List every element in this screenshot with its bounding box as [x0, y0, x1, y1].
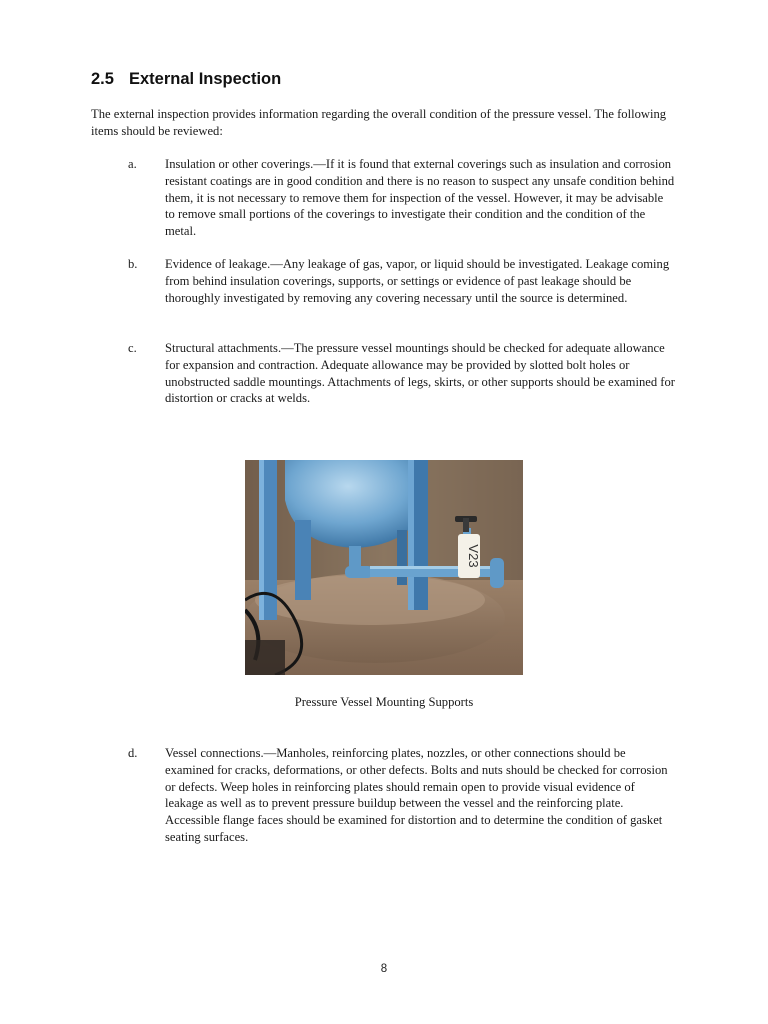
section-heading: [91, 70, 281, 89]
list-item-text: Insulation or other coverings.—If it is found that external coverings such as insulation and corrosion resistant coatings are in good condition and there is no reason to suspect any unsafe condition behind them, it is not necessary to remove them for inspection of the vessel. However, it may be advisable to remove small portions of the coverings to investigate their condition and the condition of the metal.: [165, 157, 675, 239]
valve-tag-text: V23: [466, 544, 481, 568]
intro-paragraph: The external inspection provides information regarding the overall condition of the pressure vessel. The following items should be reviewed:: [91, 107, 667, 138]
pressure-vessel-photo: [245, 460, 523, 675]
list-item-label: b.: [128, 257, 138, 271]
page-number: 8: [380, 963, 388, 975]
figure-caption: Pressure Vessel Mounting Supports: [294, 695, 474, 709]
list-item-text: Vessel connections.—Manholes, reinforcing plates, nozzles, or other connections should be examined for cracks, deformations, or other defects. Bolts and nuts should be checked for corrosion or defects. Weep holes in reinforcing plates should remain open to provide visual evidence of leakage as well as to prevent pressure buildup between the vessel and the reinforcing plate. Accessible flange faces should be examined for distortion and to determine the condition of gasket seating surfaces.: [165, 746, 668, 844]
list-item-label: d.: [128, 746, 138, 760]
list-item-text: Structural attachments.—The pressure vessel mountings should be checked for adequate allowance for expansion and contraction. Adequate allowance may be provided by slotted bolt holes or unobstructed saddle mountings. Attachments of legs, skirts, or other supports should be examined for distortion or cracks at welds.: [165, 341, 675, 406]
list-item-text: Evidence of leakage.—Any leakage of gas, vapor, or liquid should be investigated. Leakage coming from behind insulation coverings, supports, or settings or evidence of past leakage should be thoroughly investigated by removing any covering necessary until the source is determined.: [165, 257, 670, 305]
section-number: 2.5: [91, 70, 114, 88]
list-item-label: a.: [128, 157, 137, 171]
list-item-label: c.: [128, 341, 137, 355]
section-title: External Inspection: [129, 70, 282, 88]
